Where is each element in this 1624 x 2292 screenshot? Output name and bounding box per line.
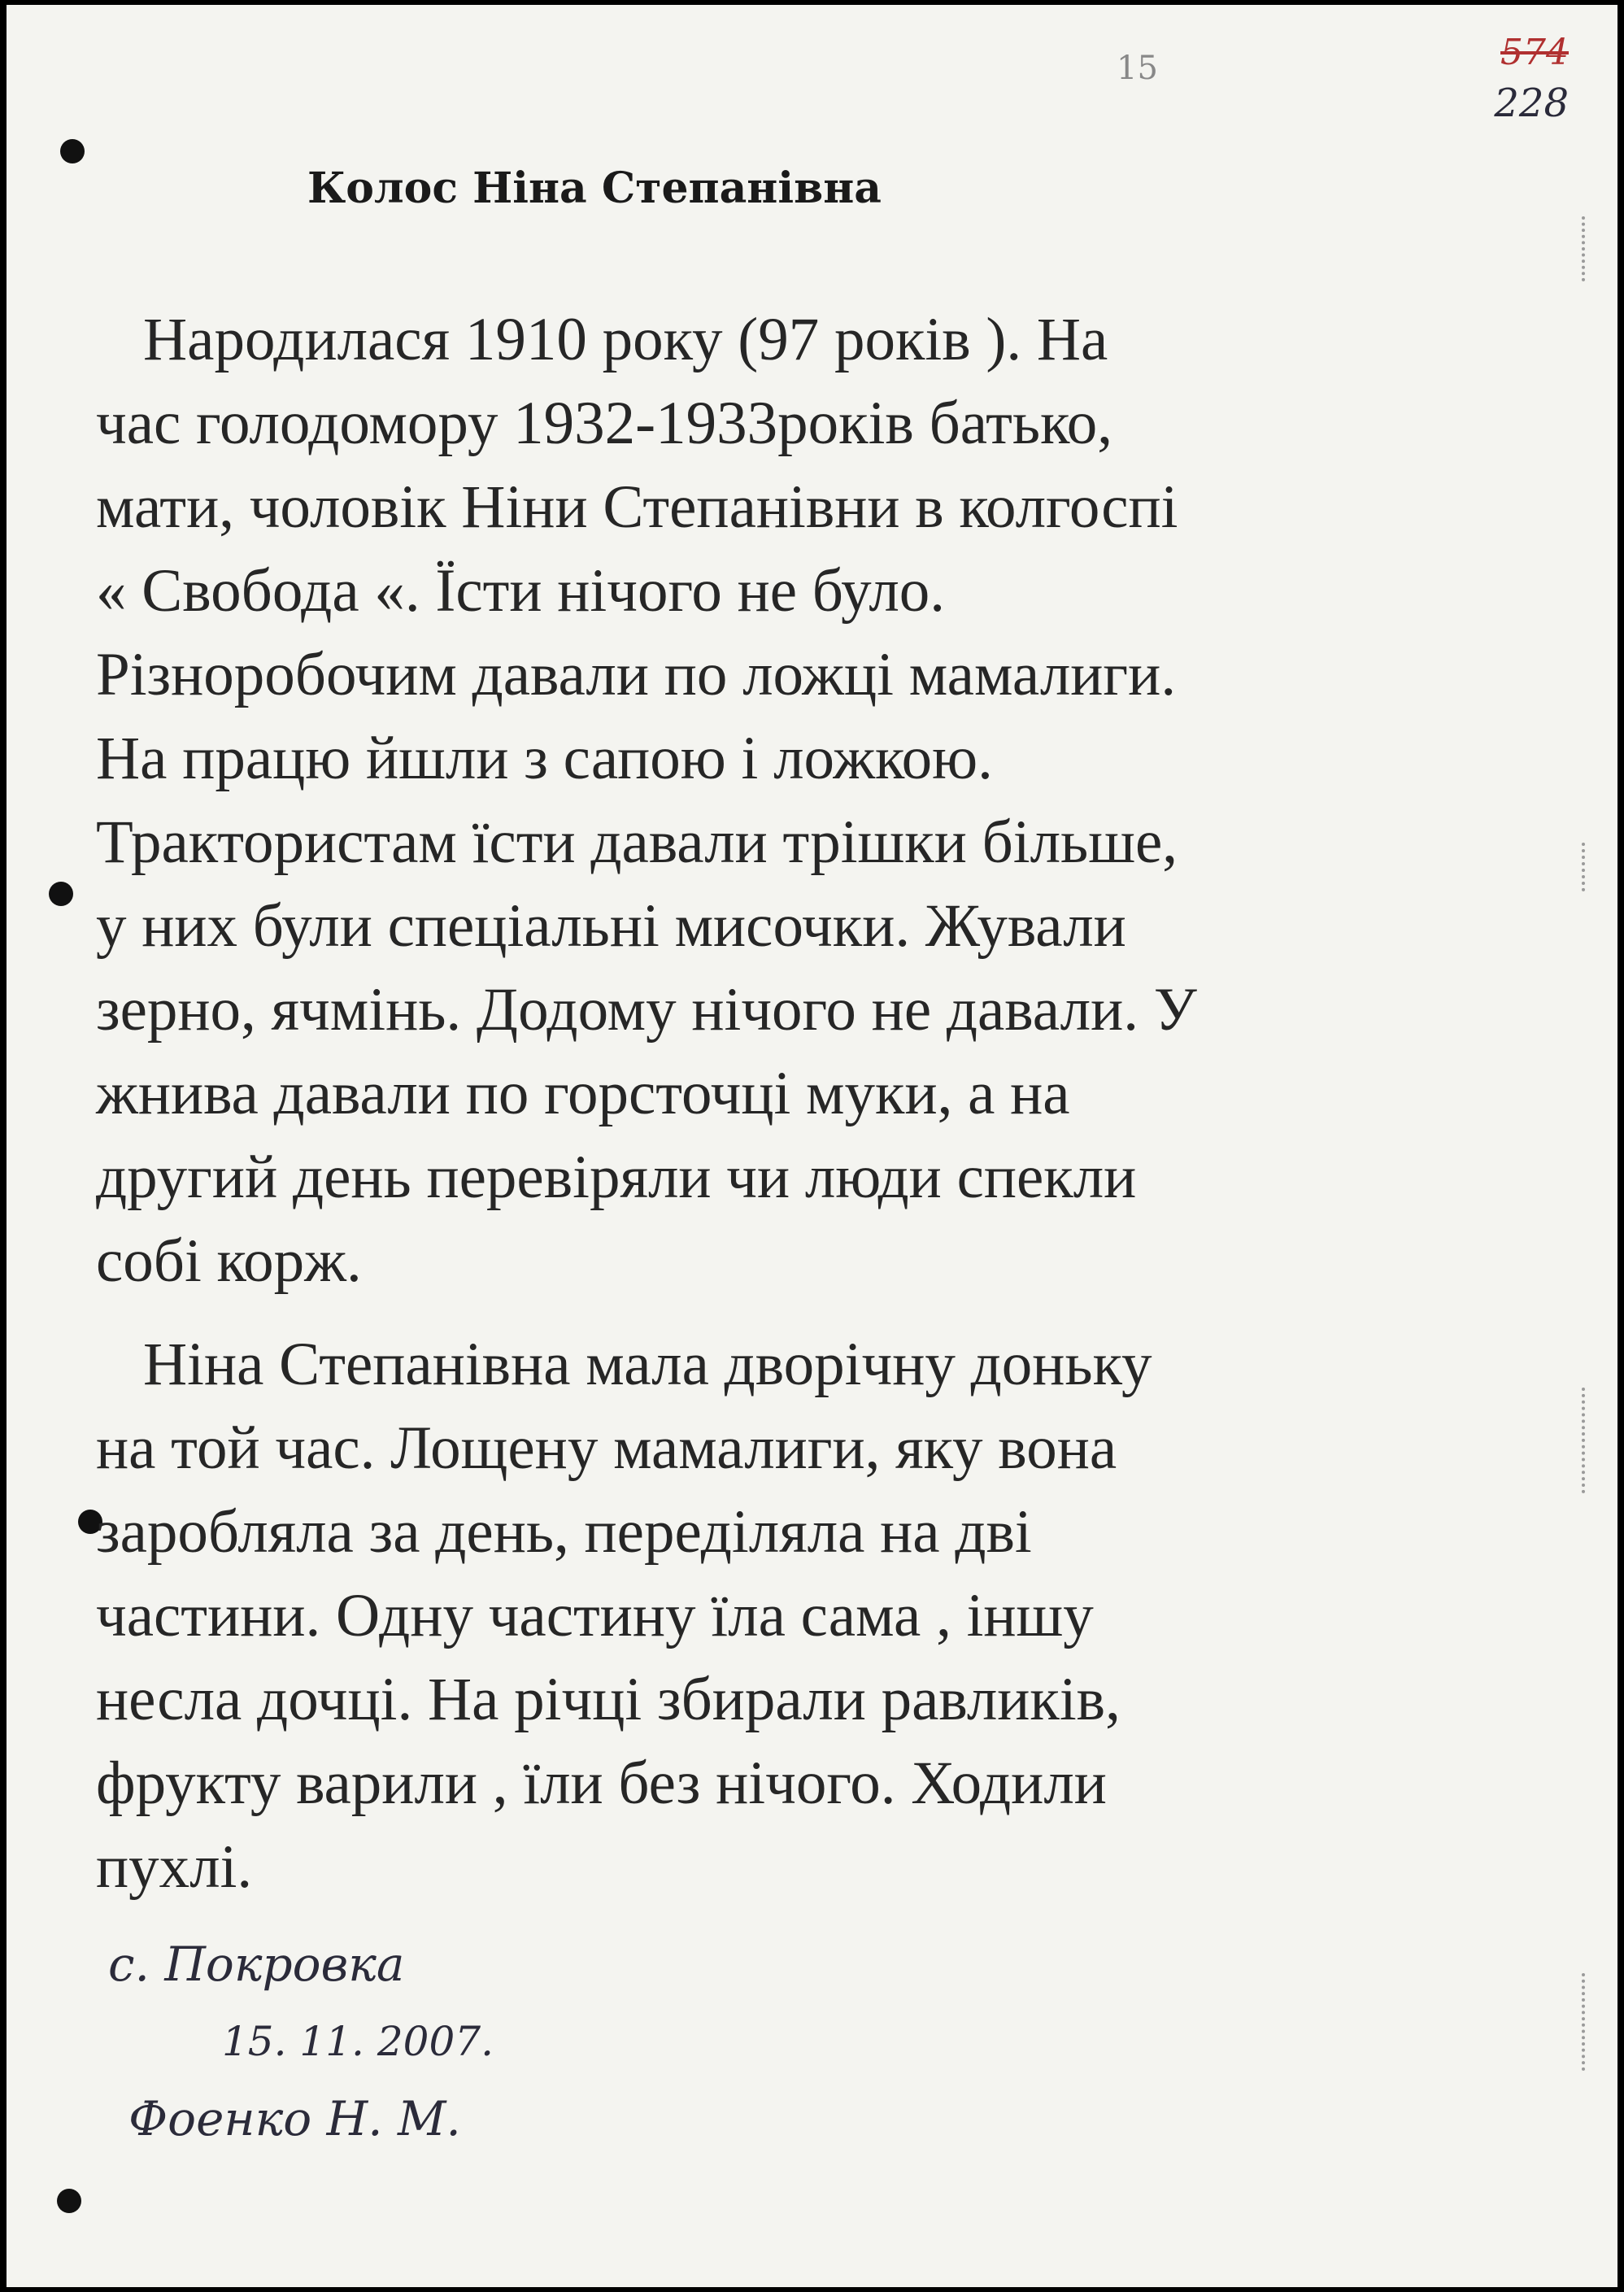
handwritten-date: 15. 11. 2007. — [222, 2018, 494, 2065]
text-line: собі корж. — [96, 1227, 362, 1295]
paragraph-2 — [96, 1322, 1527, 1909]
edge-marks — [1582, 1973, 1590, 2071]
text-line: пухлі. — [96, 1833, 253, 1901]
punch-hole-bottom — [57, 2189, 81, 2213]
edge-marks — [1582, 843, 1590, 891]
text-line: На працю йшли з сапою і ложкою. — [96, 725, 993, 792]
text-line: Ніна Степанівна мала дворічну доньку — [143, 1331, 1152, 1398]
text-line: Різноробочим давали по ложці мамалиги. — [96, 641, 1177, 708]
text-line: зерно, ячмінь. Додому нічого не давали. У — [96, 976, 1197, 1044]
corner-mark: 15 — [1117, 50, 1158, 87]
text-line: час голодомору 1932-1933років батько, — [96, 390, 1112, 457]
text-line: на той час. Лощену мамалиги, яку вона — [96, 1414, 1117, 1482]
document-page — [7, 5, 1617, 2287]
edge-marks — [1582, 1388, 1590, 1493]
edge-marks — [1582, 216, 1590, 281]
text-line: несла дочці. На річці збирали равликів, — [96, 1666, 1121, 1733]
text-line: заробляла за день, переділяла на дві — [96, 1498, 1032, 1566]
paragraph-1 — [96, 298, 1527, 1303]
text-line: другий день перевіряли чи люди спекли — [96, 1144, 1137, 1211]
punch-hole-top — [60, 139, 85, 163]
document-title: Колос Ніна Степанівна — [307, 163, 882, 213]
archive-number — [1494, 28, 1569, 129]
text-line: жнива давали по горсточці муки, а на — [96, 1060, 1070, 1127]
text-line: у них були спеціальні мисочки. Жували — [96, 892, 1126, 960]
archive-number-crossed: 574 — [1500, 32, 1569, 73]
handwritten-village: с. Покровка — [108, 1937, 405, 1992]
text-line: частини. Одну частину їла сама , іншу — [96, 1582, 1094, 1649]
text-line: мати, чоловік Ніни Степанівни в колгоспі — [96, 473, 1178, 541]
text-line: « Свобода «. Їсти нічого не було. — [96, 557, 945, 625]
text-line: фрукту варили , їли без нічого. Ходили — [96, 1750, 1107, 1817]
text-line: Народилася 1910 року (97 років ). На — [143, 306, 1108, 373]
text-line: Трактористам їсти давали трішки більше, — [96, 808, 1178, 876]
handwritten-author: Фоенко Н. М. — [128, 2091, 461, 2146]
punch-hole-upper-middle — [49, 882, 73, 906]
archive-number-current: 228 — [1494, 81, 1569, 126]
